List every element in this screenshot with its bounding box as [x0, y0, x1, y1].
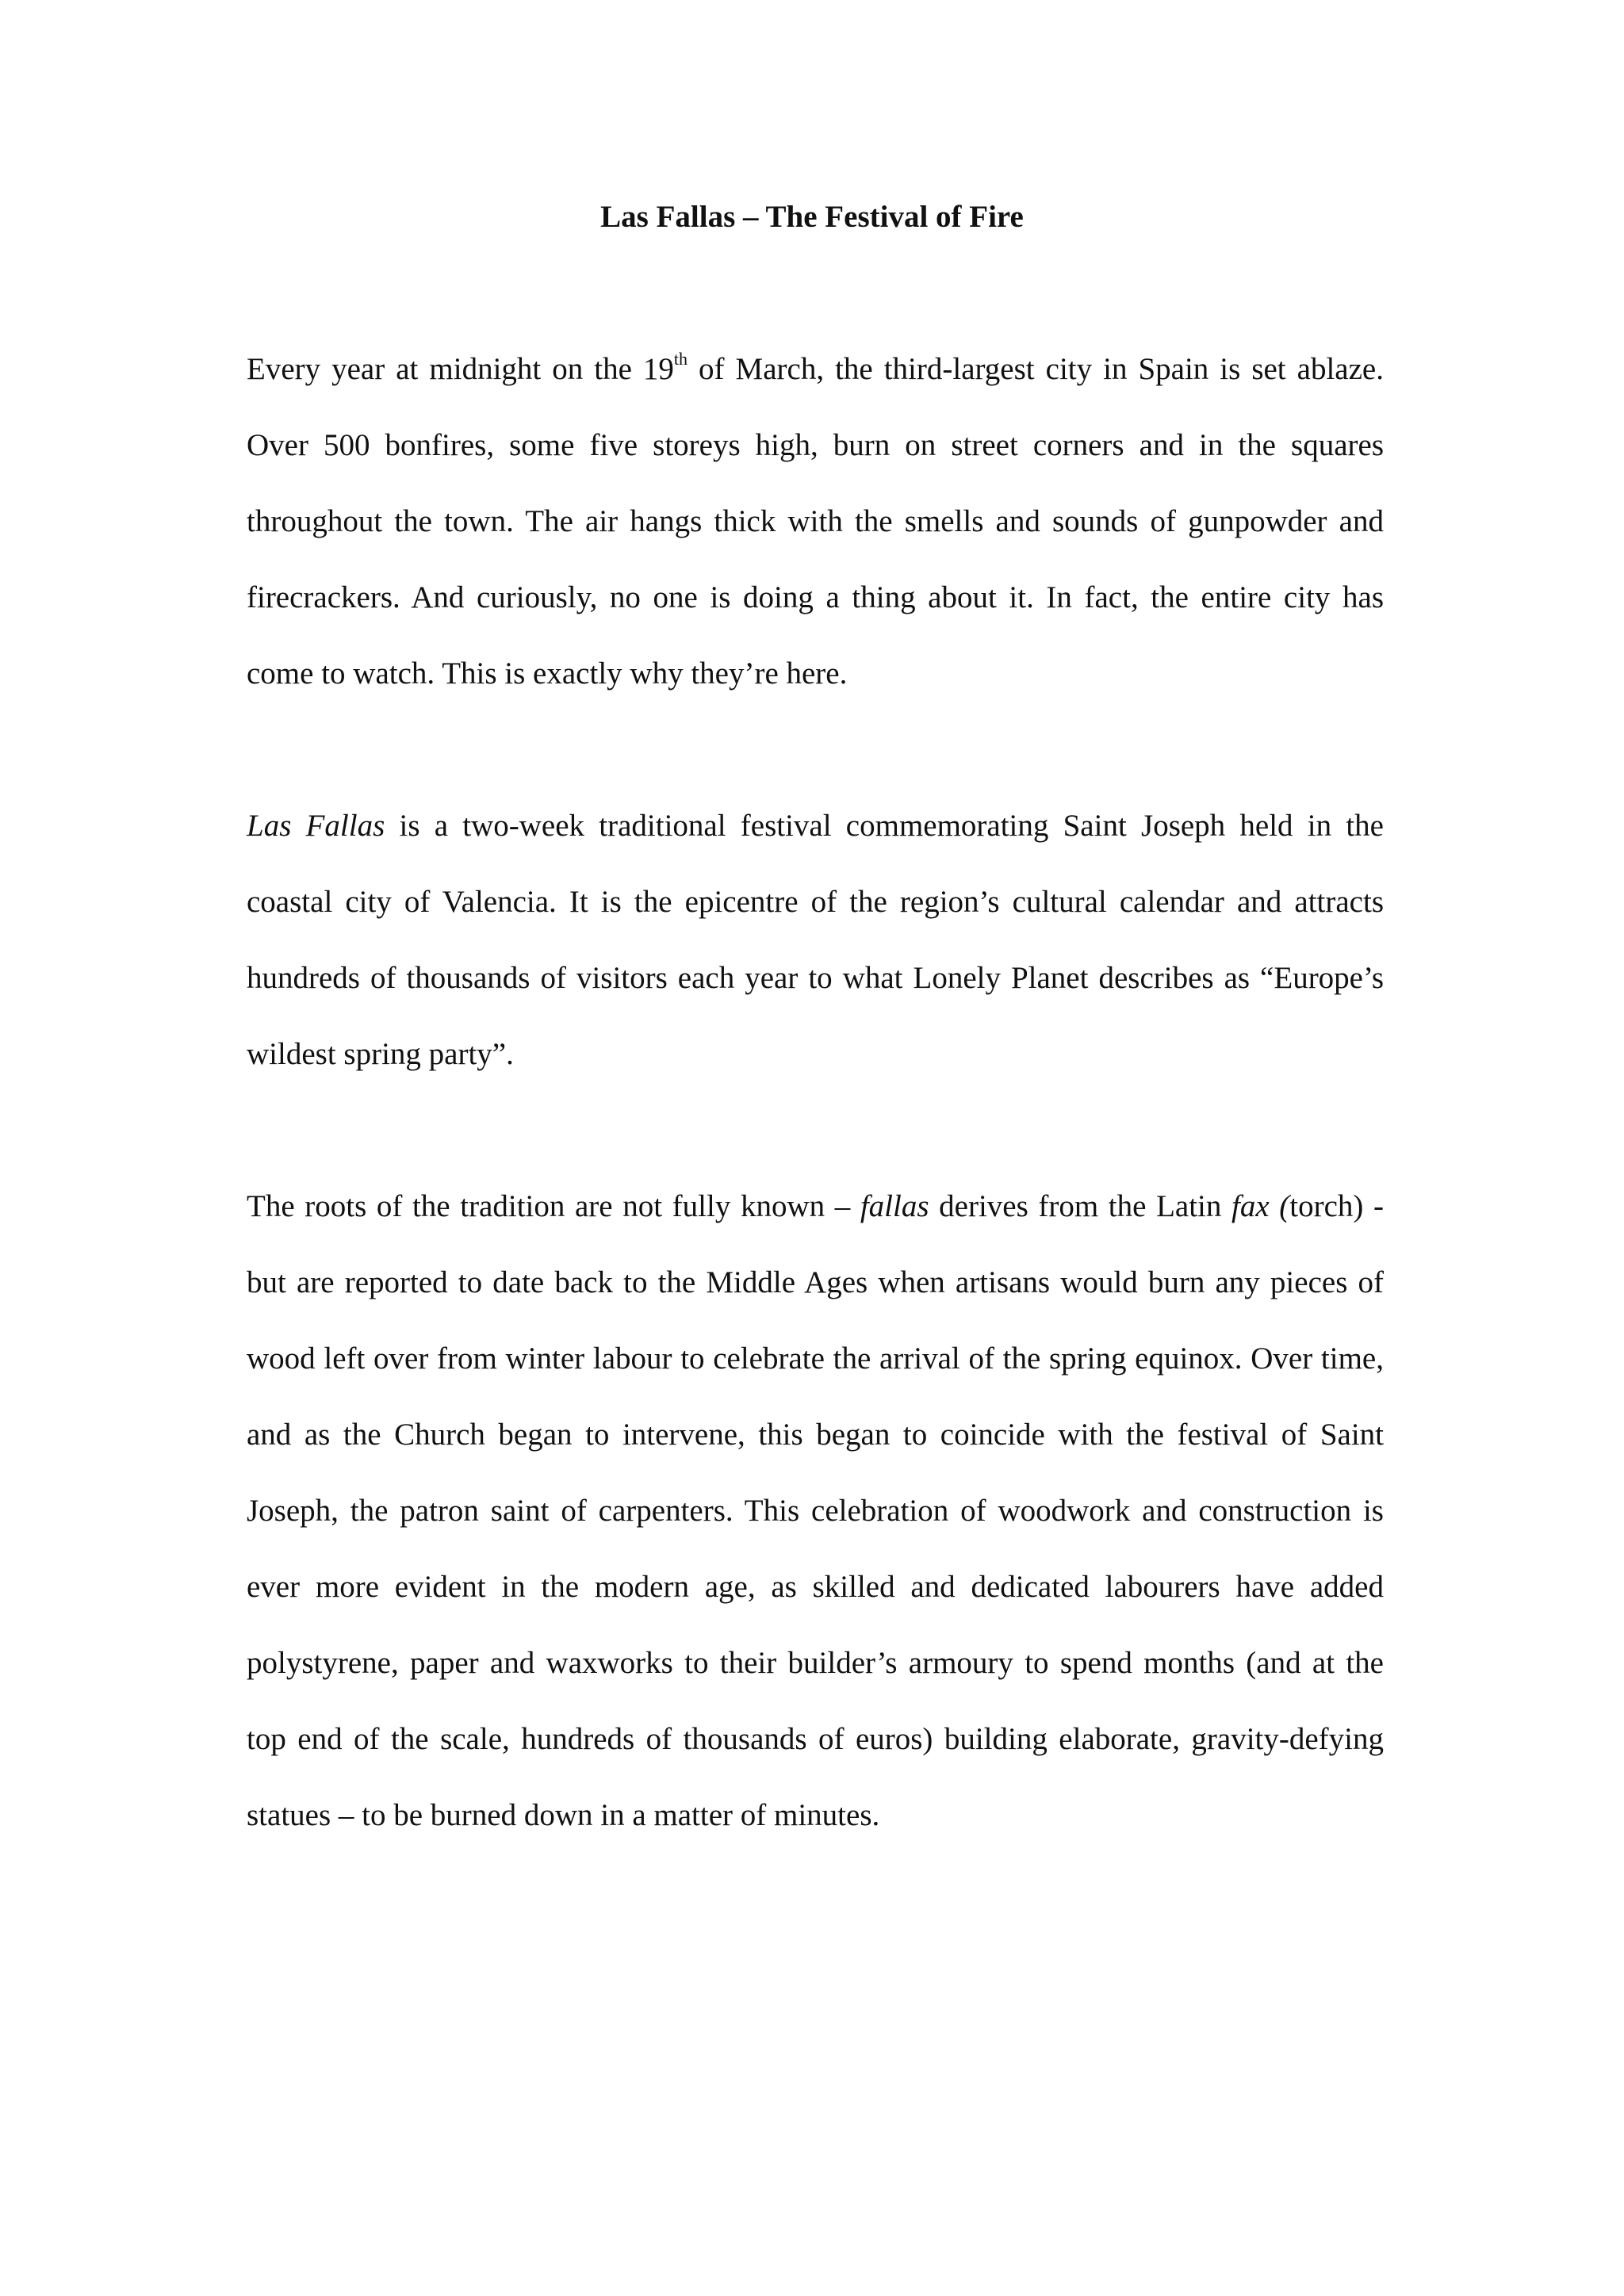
paragraph-3-text-2: derives from the Latin [929, 1189, 1231, 1223]
fax-italic: fax [1231, 1189, 1270, 1223]
paragraph-2 [247, 788, 1384, 1093]
festival-name-italic: Las Fallas [247, 809, 385, 843]
paragraph-3-text-3 [1270, 1189, 1280, 1223]
paren-italic: ( [1279, 1189, 1290, 1223]
paragraph-3-text-1: The roots of the tradition are not fully known – [247, 1189, 860, 1223]
paragraph-2-text: is a two-week traditional festival commemorating Saint Joseph held in the coastal city of Valencia. It is the epicentre of the region’s cultural calendar and attracts hundreds of thousands of visitors each year to what Lonely Planet describes as “Europe’s wildest spring party”. [247, 809, 1384, 1071]
paragraph-3 [247, 1169, 1384, 1854]
paragraph-1-text-end: of March, the third-largest city in Spain is set ablaze. Over 500 bonfires, some five storeys high, burn on street corners and in the squares throughout the town. The air hangs thick with the smells and sounds of gunpowder and firecrackers. And curiously, no one is doing a thing about it. In fact, the entire city has come to watch. This is exactly why they’re here. [247, 352, 1384, 691]
paragraph-3-text-4: torch) - but are reported to date back to the Middle Ages when artisans would burn any pieces of wood left over from winter labour to celebrate the arrival of the spring equinox. Over time, and as the Church began to intervene, this began to coincide with the festival of Saint Joseph, the patron saint of carpenters. This celebration of woodwork and construction is ever more evident in the modern age, as skilled and dedicated labourers have added polystyrene, paper and waxworks to their builder’s armoury to spend months (and at the top end of the scale, hundreds of thousands of euros) building elaborate, gravity-defying statues – to be burned down in a matter of minutes. [247, 1189, 1385, 1832]
ordinal-superscript: th [673, 349, 688, 369]
paragraph-1-text-start: Every year at midnight on the 19 [247, 352, 674, 386]
paragraph-1 [247, 331, 1384, 712]
document-title: Las Fallas – The Festival of Fire [600, 200, 1024, 234]
fallas-italic: fallas [860, 1189, 929, 1223]
